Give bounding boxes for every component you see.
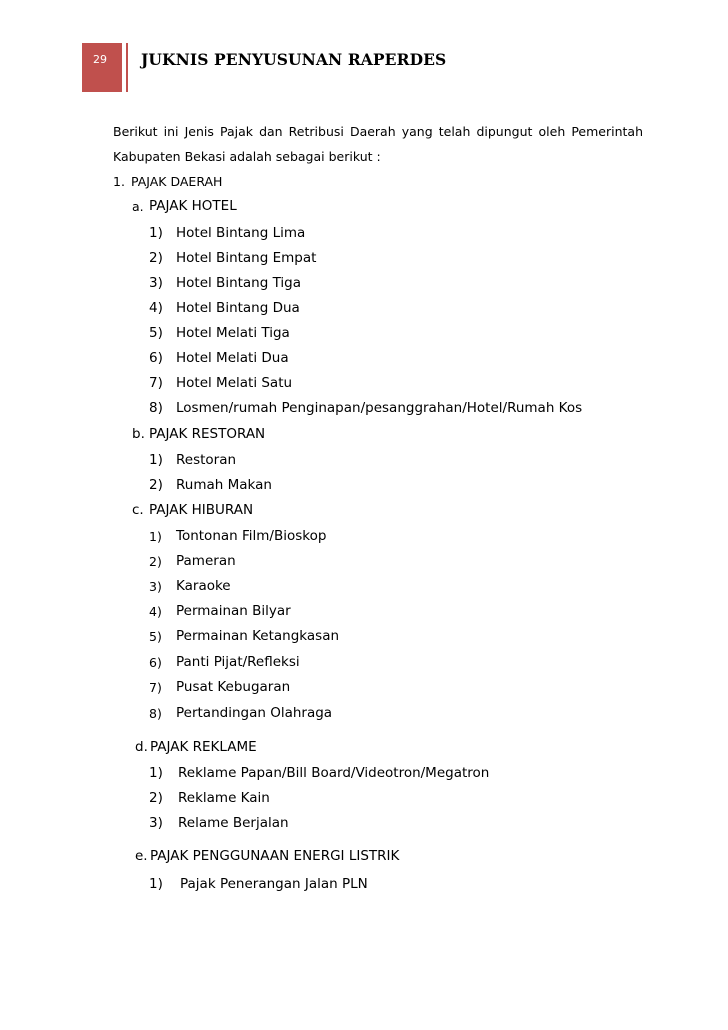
list-item-number: 6) (149, 350, 163, 366)
list-item: Rumah Makan (176, 477, 272, 493)
category-title: PAJAK HIBURAN (149, 502, 254, 518)
list-item-number: 2) (149, 250, 163, 266)
category-letter: a. (132, 199, 144, 214)
category-letter: b. (132, 426, 145, 442)
list-item-number: 7) (149, 375, 163, 391)
list-item: Restoran (176, 452, 237, 468)
list-item: Hotel Melati Tiga (176, 325, 290, 341)
list-item-number: 4) (149, 300, 163, 316)
list-item: Hotel Melati Satu (176, 375, 293, 391)
header-divider (126, 43, 128, 92)
category-title: PAJAK PENGGUNAAN ENERGI LISTRIK (150, 848, 400, 864)
section-title: PAJAK DAERAH (131, 174, 223, 189)
list-item: Hotel Bintang Empat (176, 250, 317, 266)
category-letter: e. (135, 848, 148, 864)
list-item-number: 5) (149, 629, 162, 644)
page-number: 29 (93, 53, 107, 66)
list-item-number: 2) (149, 477, 163, 493)
category-letter: d. (135, 739, 148, 755)
list-item-number: 8) (149, 706, 162, 721)
list-item-number: 7) (149, 680, 162, 695)
intro-line-2: Kabupaten Bekasi adalah sebagai berikut : (113, 149, 381, 164)
list-item-number: 2) (149, 554, 162, 569)
list-item: Permainan Ketangkasan (176, 628, 340, 644)
list-item-number: 3) (149, 275, 163, 291)
list-item-number: 1) (149, 225, 163, 241)
list-item: Tontonan Film/Bioskop (176, 528, 327, 544)
page-number-box (82, 43, 122, 92)
list-item: Hotel Bintang Tiga (176, 275, 302, 291)
list-item: Permainan Bilyar (176, 603, 291, 619)
category-letter: c. (132, 502, 144, 518)
list-item-number: 5) (149, 325, 163, 341)
list-item: Pameran (176, 553, 236, 569)
list-item: Reklame Papan/Bill Board/Videotron/Megatron (178, 765, 490, 781)
intro-line-1: Berikut ini Jenis Pajak dan Retribusi Daerah yang telah dipungut oleh Pemerintah (113, 124, 643, 139)
category-title: PAJAK REKLAME (150, 739, 257, 755)
list-item-number: 8) (149, 400, 163, 416)
list-item: Panti Pijat/Refleksi (176, 654, 300, 670)
category-title: PAJAK HOTEL (149, 198, 237, 214)
category-title: PAJAK RESTORAN (149, 426, 266, 442)
list-item-number: 4) (149, 604, 162, 619)
list-item: Losmen/rumah Penginapan/pesanggrahan/Hotel/Rumah Kos (176, 400, 583, 416)
list-item: Hotel Melati Dua (176, 350, 289, 366)
list-item-number: 1) (149, 765, 163, 781)
list-item: Relame Berjalan (178, 815, 289, 831)
list-item: Pusat Kebugaran (176, 679, 291, 695)
list-item: Pertandingan Olahraga (176, 705, 333, 721)
list-item-number: 6) (149, 655, 162, 670)
list-item: Hotel Bintang Lima (176, 225, 306, 241)
section-number: 1. (113, 174, 125, 189)
list-item: Karaoke (176, 578, 231, 594)
list-item: Pajak Penerangan Jalan PLN (180, 876, 368, 892)
list-item-number: 2) (149, 790, 163, 806)
list-item: Hotel Bintang Dua (176, 300, 300, 316)
list-item-number: 1) (149, 876, 163, 892)
document-title: JUKNIS PENYUSUNAN RAPERDES (141, 50, 447, 69)
list-item-number: 1) (149, 452, 163, 468)
list-item: Reklame Kain (178, 790, 270, 806)
list-item-number: 3) (149, 815, 163, 831)
list-item-number: 3) (149, 579, 162, 594)
list-item-number: 1) (149, 529, 162, 544)
